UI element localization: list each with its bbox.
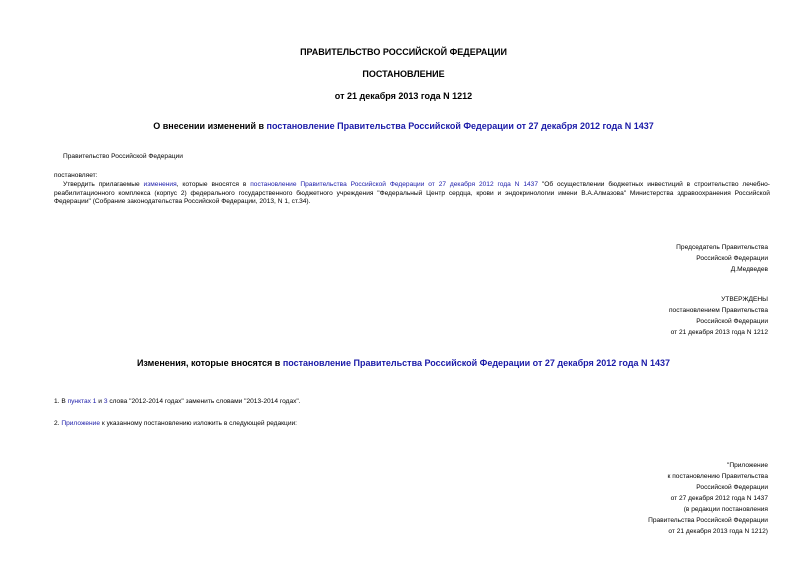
decides-label: постановляет: bbox=[54, 172, 98, 179]
item1-points-link[interactable]: пунктах 1 bbox=[67, 398, 97, 405]
appendix-label: "Приложение bbox=[726, 462, 768, 469]
changes-title-link[interactable]: постановление Правительства Российской Федерации от 27 декабря 2012 года N 1437 bbox=[282, 358, 671, 368]
decree-1437-link[interactable]: постановление Правительства Российской Федерации от 27 декабря 2012 года N 1437 bbox=[250, 181, 538, 188]
government-label: Правительство Российской Федерации bbox=[63, 153, 183, 160]
p1-text-b: , которые вносятся в bbox=[176, 181, 251, 188]
signature-country: Российской Федерации bbox=[696, 255, 768, 262]
approved-date: от 21 декабря 2013 года N 1212 bbox=[670, 329, 768, 336]
changes-link[interactable]: изменения bbox=[143, 181, 177, 188]
header-government: ПРАВИТЕЛЬСТВО РОССИЙСКОЙ ФЕДЕРАЦИИ bbox=[300, 47, 507, 57]
appendix-revision-gov: Правительства Российской Федерации bbox=[648, 517, 768, 524]
title-decree-link[interactable]: постановление Правительства Российской Федерации от 27 декабря 2012 года N 1437 bbox=[266, 121, 654, 131]
document-title bbox=[0, 121, 807, 131]
appendix-revision-date: от 21 декабря 2013 года N 1212) bbox=[668, 528, 768, 535]
header-date: от 21 декабря 2013 года N 1212 bbox=[334, 91, 473, 101]
item2-text-a: 2. bbox=[54, 420, 62, 427]
appendix-link[interactable]: Приложение bbox=[61, 420, 101, 427]
paragraph-approve bbox=[54, 181, 770, 207]
appendix-date: от 27 декабря 2012 года N 1437 bbox=[670, 495, 768, 502]
item-2 bbox=[54, 420, 297, 429]
title-prefix: О внесении изменений в bbox=[153, 121, 267, 131]
p1-text-a: Утвердить прилагаемые bbox=[63, 181, 144, 188]
appendix-revision: (в редакции постановления bbox=[683, 506, 768, 513]
item1-point3-link[interactable]: 3 bbox=[103, 398, 108, 405]
changes-title-prefix: Изменения, которые вносятся в bbox=[136, 358, 283, 368]
changes-title bbox=[0, 358, 807, 368]
header-decree: ПОСТАНОВЛЕНИЕ bbox=[362, 69, 445, 79]
item-1 bbox=[54, 398, 301, 407]
signature-name: Д.Медведев bbox=[730, 266, 768, 273]
approved-by: постановлением Правительства bbox=[668, 307, 768, 314]
appendix-to-decree: к постановлению Правительства bbox=[667, 473, 768, 480]
signature-title: Председатель Правительства bbox=[676, 244, 768, 251]
item2-text-b: к указанному постановлению изложить в следующей редакции: bbox=[100, 420, 298, 427]
appendix-country: Российской Федерации bbox=[696, 484, 768, 491]
item1-text-c: слова "2012-2014 годах" заменить словами "2013-2014 годах". bbox=[107, 398, 301, 405]
approved-label: УТВЕРЖДЕНЫ bbox=[721, 296, 768, 303]
p1-text-c: "Об осуществлении бюджетных инвестиций в строительство лечебно-реабилитационного комплекса (корпус 2) федерального государственного бюджетного учреждения "Федеральный Центр сердца, крови и эндокринологии имени В.А.Алмазова" Министерства здравоохранения Российской Федерации" (Собрание законодательства Российской Федерации, 2013, N 1, ст.34). bbox=[54, 181, 770, 206]
approved-country: Российской Федерации bbox=[696, 318, 768, 325]
item1-text-a: 1. В bbox=[54, 398, 68, 405]
item1-text-b: и bbox=[96, 398, 104, 405]
